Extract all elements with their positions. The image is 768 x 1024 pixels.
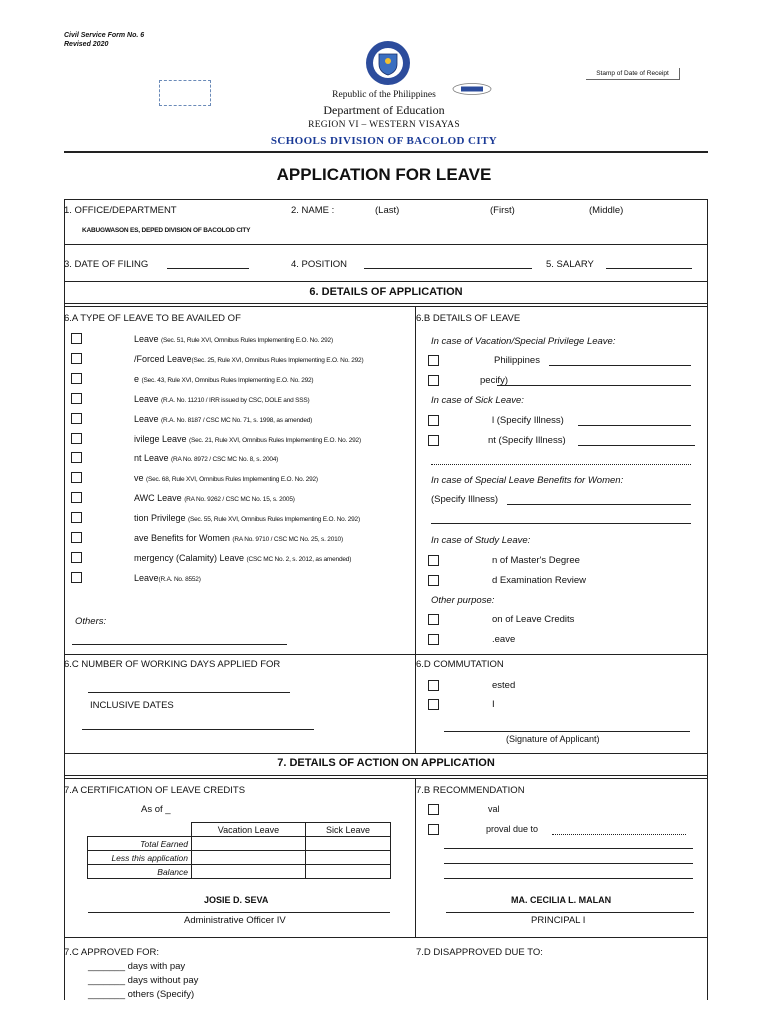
cell-total-earned-vacation[interactable] [192, 837, 306, 851]
commutation-opt-1: ested [492, 680, 516, 691]
sick-opt-1-line[interactable] [578, 425, 691, 426]
table-corner [88, 823, 192, 837]
women-opt-1: (Specify Illness) [431, 494, 499, 505]
leave-type-item [134, 354, 363, 364]
leave-type-checkbox[interactable] [71, 433, 82, 444]
7a-title: 7.A CERTIFICATION OF LEAVE CREDITS [64, 785, 246, 796]
office-label: 1. OFFICE/DEPARTMENT [64, 205, 177, 216]
split-7ab [415, 778, 416, 937]
header-region: REGION VI – WESTERN VISAYAS [308, 120, 460, 130]
form-revision: Revised 2020 [64, 41, 109, 48]
leave-type-reference: (Sec. 55, Rule XVI, Omnibus Rules Implementing E.O. No. 292) [188, 516, 360, 524]
vacation-opt-1: Philippines [494, 355, 540, 366]
stamp-receipt: Stamp of Date of Receipt [586, 68, 680, 80]
7b-title: 7.B RECOMMENDATION [416, 785, 525, 796]
others-label: Others: [75, 616, 107, 627]
vacation-opt-2: pecify) [480, 375, 508, 386]
leave-type-checkbox[interactable] [71, 512, 82, 523]
name-middle[interactable]: (Middle) [589, 205, 624, 216]
deped-seal-icon [365, 40, 411, 86]
leave-type-item [134, 334, 333, 344]
checkbox-for-approval[interactable] [428, 804, 439, 815]
7d-title: 7.D DISAPPROVED DUE TO: [416, 947, 543, 958]
vacation-heading: In case of Vacation/Special Privilege Leave: [431, 336, 616, 347]
6b-title: 6.B DETAILS OF LEAVE [416, 313, 521, 324]
disapproval-reason-line-4[interactable] [444, 878, 693, 879]
leave-type-label: /Forced Leave [134, 353, 192, 364]
leave-type-label: Leave [134, 393, 162, 404]
approved-days-with-pay[interactable]: _______ days with pay [88, 961, 186, 972]
leave-type-checkbox[interactable] [71, 472, 82, 483]
header-republic: Republic of the Philippines [332, 90, 436, 100]
signature-label: (Signature of Applicant) [506, 734, 600, 744]
inclusive-dates-line[interactable] [82, 729, 314, 730]
leave-type-reference: (R.A. No. 8552) [158, 575, 201, 583]
salary-line[interactable] [606, 268, 692, 269]
cell-total-earned-sick[interactable] [305, 837, 390, 851]
leave-type-label: ivilege Leave [134, 433, 190, 444]
header-rule [64, 151, 708, 153]
women-extra-line[interactable] [431, 523, 691, 524]
7c-title: 7.C APPROVED FOR: [64, 947, 160, 958]
leave-type-checkbox[interactable] [71, 572, 82, 583]
as-of-label: As of _ [141, 804, 171, 815]
divider-6a [64, 775, 708, 776]
leave-type-item [134, 533, 343, 543]
sick-heading: In case of Sick Leave: [431, 395, 524, 406]
header-department: Department of Education [323, 103, 445, 117]
leave-type-reference: (R.A. No. 8187 / CSC MC No. 71, s. 1998, as amended) [161, 416, 313, 424]
leave-type-label: ave Benefits for Women [134, 533, 233, 543]
leave-type-checkbox[interactable] [71, 333, 82, 344]
divider-7 [64, 937, 708, 938]
principal-title: PRINCIPAL I [531, 915, 586, 926]
row-balance: Balance [88, 865, 192, 879]
disapproval-reason-line-2[interactable] [444, 848, 693, 849]
checkbox-commutation-requested[interactable] [428, 680, 439, 691]
leave-type-label: tion Privilege [134, 513, 189, 524]
leave-type-item [134, 453, 278, 463]
checkbox-monetization[interactable] [428, 614, 439, 625]
checkbox-masters-degree[interactable] [428, 555, 439, 566]
leave-type-item [134, 493, 295, 503]
checkbox-commutation-not-requested[interactable] [428, 699, 439, 710]
salary-label: 5. SALARY [546, 259, 594, 270]
header-division: SCHOOLS DIVISION OF BACOLOD CITY [270, 135, 498, 147]
leave-type-item [134, 434, 361, 444]
leave-type-reference: (Sec. 25, Rule XVI, Omnibus Rules Implementing E.O. No. 292) [191, 356, 364, 364]
leave-type-checkbox[interactable] [71, 532, 82, 543]
leave-type-reference: (Sec. 21, Rule XVI, Omnibus Rules Implementing E.O. No. 292) [189, 436, 361, 444]
officer-signature-line [88, 912, 390, 913]
divider-3b [64, 306, 708, 307]
col-header-sick: Sick Leave [305, 823, 390, 837]
name-first[interactable]: (First) [490, 205, 515, 216]
position-line[interactable] [364, 268, 532, 269]
leave-type-reference: (RA No. 9710 / CSC MC No. 25, s. 2010) [232, 536, 343, 543]
approved-others[interactable]: _______ others (Specify) [88, 989, 195, 1000]
checkbox-bar-review[interactable] [428, 575, 439, 586]
cell-less-application-vacation[interactable] [192, 851, 306, 865]
cell-balance-vacation[interactable] [192, 865, 306, 879]
leave-type-label: mergency (Calamity) Leave [134, 552, 247, 563]
leave-type-reference: (RA No. 9262 / CSC MC No. 15, s. 2005) [184, 496, 295, 504]
principal-name: MA. CECILIA L. MALAN [511, 895, 612, 905]
leave-type-item [134, 414, 312, 424]
commutation-opt-2: I [492, 699, 495, 710]
checkbox-abroad[interactable] [428, 375, 439, 386]
form-title: APPLICATION FOR LEAVE [276, 165, 492, 184]
leave-type-checkbox[interactable] [71, 492, 82, 503]
leave-type-item [134, 513, 360, 523]
leave-type-item [134, 394, 310, 404]
vacation-opt-1-line[interactable] [549, 365, 691, 366]
leave-type-reference: (R.A. No. 11210 / IRR issued by CSC, DOLE and SSS) [161, 396, 310, 404]
leave-type-label: e [134, 373, 142, 384]
leave-type-reference: (Sec. 68, Rule XVI, Omnibus Rules Implementing E.O. No. 292) [146, 476, 318, 484]
leave-type-checkbox[interactable] [71, 413, 82, 424]
col-header-vacation: Vacation Leave [192, 823, 306, 837]
leave-type-label: ve [134, 473, 147, 484]
divider-3a [64, 303, 708, 304]
row-less-application: Less this application [88, 851, 192, 865]
leave-type-checkbox[interactable] [71, 353, 82, 364]
vacation-opt-2-line[interactable] [497, 385, 691, 386]
form-number: Civil Service Form No. 6 [64, 32, 145, 39]
inclusive-dates-label: INCLUSIVE DATES [90, 700, 174, 711]
divider-4 [64, 654, 708, 655]
approved-days-without-pay[interactable]: _______ days without pay [88, 975, 199, 986]
cell-balance-sick[interactable] [305, 865, 390, 879]
divider-1 [64, 244, 708, 245]
date-filing-line[interactable] [167, 268, 249, 269]
leave-type-reference: (CSC MC No. 2, s. 2012, as amended) [246, 555, 352, 563]
divider-5 [64, 753, 708, 754]
leave-type-item [134, 553, 351, 563]
women-heading: In case of Special Leave Benefits for Women: [431, 475, 624, 486]
study-opt-1: n of Master's Degree [492, 555, 580, 566]
sick-opt-2: nt (Specify Illness) [488, 435, 566, 446]
recommendation-opt-2: proval due to [486, 824, 539, 834]
study-heading: In case of Study Leave: [431, 535, 531, 546]
checkbox-terminal-leave[interactable] [428, 634, 439, 645]
leave-type-item [134, 473, 318, 483]
name-label: 2. NAME : [291, 205, 335, 216]
women-opt-1-line[interactable] [507, 504, 691, 505]
sick-extra-line[interactable] [431, 464, 691, 465]
cell-less-application-sick[interactable] [305, 851, 390, 865]
leave-type-item [134, 573, 201, 583]
applicant-signature-line[interactable] [444, 731, 690, 732]
study-opt-2: d Examination Review [492, 575, 586, 586]
officer-title: Administrative Officer IV [184, 915, 286, 926]
leave-type-label: Leave [134, 572, 159, 583]
principal-signature-line [446, 912, 694, 913]
position-label: 4. POSITION [291, 259, 347, 270]
row-total-earned: Total Earned [88, 837, 192, 851]
sick-opt-1: l (Specify Illness) [492, 415, 564, 426]
divider-2 [64, 281, 708, 282]
date-filing-label: 3. DATE OF FILING [64, 259, 149, 270]
divider-6b [64, 778, 708, 779]
leave-type-reference: (Sec. 51, Rule XVI, Omnibus Rules Implementing E.O. No. 292) [161, 337, 333, 344]
others-line[interactable] [72, 644, 287, 645]
leave-credits-table [87, 822, 391, 879]
other-opt-1: on of Leave Credits [492, 614, 575, 625]
leave-type-checkbox[interactable] [71, 373, 82, 384]
6d-title: 6.D COMMUTATION [416, 659, 504, 670]
sick-opt-2-line[interactable] [578, 445, 695, 446]
6c-title: 6.C NUMBER OF WORKING DAYS APPLIED FOR [64, 659, 281, 670]
other-opt-2: .eave [492, 634, 516, 645]
checkbox-for-disapproval[interactable] [428, 824, 439, 835]
6a-title: 6.A TYPE OF LEAVE TO BE AVAILED OF [64, 313, 241, 324]
other-purpose-heading: Other purpose: [431, 595, 495, 606]
split-6ab [415, 306, 416, 753]
office-value[interactable]: KABUGWASON ES, DEPED DIVISION OF BACOLOD CITY [82, 227, 251, 234]
disapproval-reason-line-3[interactable] [444, 863, 693, 864]
leave-type-reference: (Sec. 43, Rule XVI, Omnibus Rules Implementing E.O. No. 292) [141, 376, 314, 384]
leave-type-reference: (RA No. 8972 / CSC MC No. 8, s. 2004) [171, 456, 279, 464]
checkbox-in-hospital[interactable] [428, 415, 439, 426]
section6-title: 6. DETAILS OF APPLICATION [309, 286, 463, 298]
leave-type-label: nt Leave [134, 453, 172, 464]
leave-type-checkbox[interactable] [71, 552, 82, 563]
working-days-line[interactable] [88, 692, 290, 693]
leave-type-checkbox[interactable] [71, 393, 82, 404]
disapproval-reason-line-1[interactable] [552, 834, 686, 835]
leave-type-checkbox[interactable] [71, 452, 82, 463]
recommendation-opt-1: val [488, 804, 500, 814]
leave-type-label: Leave [134, 413, 162, 424]
leave-type-label: Leave [134, 334, 162, 344]
checkbox-out-patient[interactable] [428, 435, 439, 446]
leave-type-label: AWC Leave [134, 493, 185, 504]
leave-type-item [134, 374, 313, 384]
section7-title: 7. DETAILS OF ACTION ON APPLICATION [277, 757, 495, 769]
name-last[interactable]: (Last) [375, 205, 400, 216]
checkbox-within-philippines[interactable] [428, 355, 439, 366]
officer-name: JOSIE D. SEVA [204, 895, 269, 905]
